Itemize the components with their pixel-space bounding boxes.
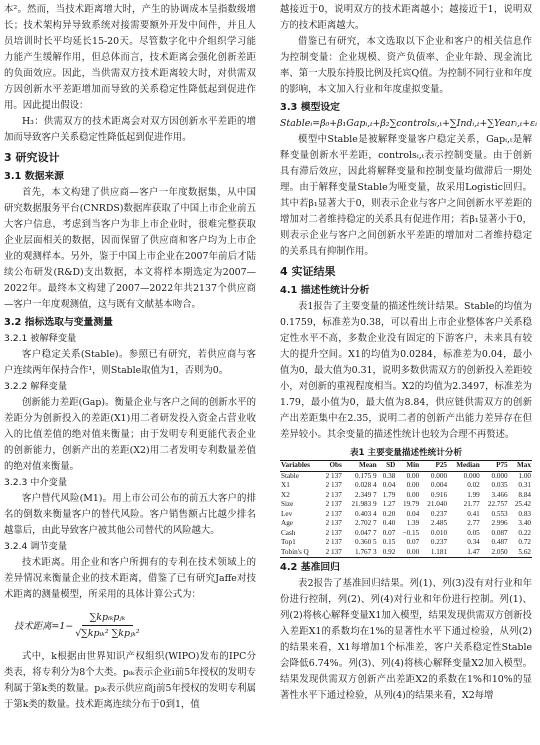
table-header-cell: Variables <box>281 461 310 469</box>
table-cell: 5.62 <box>518 547 531 556</box>
table-cell: 0.00 <box>406 490 420 499</box>
table-header-row <box>280 461 532 472</box>
table-cell: 0.83 <box>518 509 531 518</box>
table-cell: Age <box>281 519 293 527</box>
table-cell: Stable <box>281 471 299 480</box>
table-cell: 0.403 4 <box>355 509 377 518</box>
section-heading-4-1: 4.1 描述性统计分析 <box>280 285 370 296</box>
table-cell: 0.000 <box>430 471 448 480</box>
table-cell: 1.181 <box>430 547 448 556</box>
table-row <box>280 529 532 539</box>
table-cell: 2 137 <box>325 509 342 518</box>
table-cell: 2.996 <box>491 519 508 527</box>
table-cell: 2 137 <box>325 471 342 480</box>
section-heading-3: 3 研究设计 <box>4 151 60 164</box>
table-cell: 0.00 <box>406 471 420 480</box>
table-cell: 0.72 <box>518 538 531 546</box>
table-cell: 0.07 <box>406 538 420 546</box>
table-cell: 0.028 4 <box>355 481 377 489</box>
table-cell: 0.237 <box>430 538 448 546</box>
section-heading-3-2-1: 3.2.1 被解释变量 <box>4 333 77 344</box>
table-cell: 1.79 <box>382 490 396 499</box>
table-row <box>280 500 532 510</box>
table-cell: 21.77 <box>463 500 480 508</box>
table-cell: 0.31 <box>518 481 531 489</box>
table-row <box>280 481 532 491</box>
formula-numerator: ∑kpᵢₖpⱼₖ <box>82 612 134 626</box>
table-cell: 0.22 <box>518 528 531 537</box>
table-cell: 25.42 <box>514 500 531 508</box>
table-row <box>280 510 532 520</box>
left-column <box>4 2 256 713</box>
table-row <box>280 548 532 558</box>
controls-paragraph: 借鉴已有研究，本文选取以下企业和客户的相关信息作为控制变量：企业规模、资产负债率、企业年龄、现金流比率、第一大股东持股比例及托宾Q值。为控制不同行业和年度的影响，本文加入行业和年度虚拟变量。 <box>280 36 532 95</box>
formula-explanation-paragraph: 式中，k根据由世界知识产权组织(WIPO)发布的IPC分类表，将专利分为8个大类。pᵢₖ表示企业i前5年授权的发明专利属于第k类的数量。pⱼₖ表示供应商j前5年授权的发明专利属于第k类的数量。技术距离连续分布于0到1，值 <box>4 651 256 710</box>
model-paragraph: 模型中Stable是被解释变量客户稳定关系，Gapᵢ,ₜ是解释变量创新水平差距，controlsᵢ,ₜ表示控制变量。由于创新具有滞后效应，因此将解释变量和控制变量均做滞后一期处理。由于解释变量Stable为哑变量，故采用Logistic回归。其中若β₁显著大于0，则表示企业与客户之间创新水平差距的增加对二者维持稳定的关系具有促进作用；若β₁显著小于0，则表示企业与客户之间创新水平差距的增加对二者维持稳定的关系具有抑制作用。 <box>280 134 532 257</box>
table-header-cell: Max <box>517 461 531 469</box>
table-cell: 0.04 <box>382 481 396 489</box>
table-cell: 21.040 <box>427 500 448 508</box>
hypothesis-h3: H₃：供需双方的技术距离会对双方因创新水平差距的增加而导致客户关系稳定性降低起到促进作用。 <box>4 116 256 143</box>
table-cell: 0.40 <box>382 519 396 527</box>
section-heading-3-1: 3.1 数据来源 <box>4 171 64 182</box>
section-heading-4: 4 实证结果 <box>280 265 336 278</box>
table-header-cell: Mean <box>359 461 377 469</box>
section-heading-3-2: 3.2 指标选取与变量测量 <box>4 317 113 328</box>
descriptive-stats-table <box>280 460 532 558</box>
table-cell: 2 137 <box>325 538 342 546</box>
table-cell: 0.175 9 <box>355 471 377 480</box>
table-1-caption: 表1 主要变量描述性统计分析 <box>349 448 463 458</box>
explanatory-variable-paragraph: 创新能力差距(Gap)。衡量企业与客户之间的创新水平的差距分为创新投入的差距(X1)用二者研发投入资金占营业收入的比值差值的绝对值来衡量；由于发明专利更能代表企业的创新能力，创新产出的差距(X2)用二者发明专利数量差值的绝对值来衡量。 <box>4 397 256 472</box>
table-cell: 0.000 <box>491 471 508 480</box>
table-cell: 0.38 <box>382 471 396 480</box>
tech-distance-formula <box>14 605 256 645</box>
table-cell: 2 137 <box>325 528 342 537</box>
table-cell: 1.00 <box>518 471 531 480</box>
table-cell: 0.00 <box>406 547 420 556</box>
table-cell: 0.553 <box>491 509 508 518</box>
table-cell: 3.466 <box>491 490 508 499</box>
table-cell: 2 137 <box>325 547 342 556</box>
table-cell: 0.02 <box>467 481 480 489</box>
table-cell: 2 137 <box>325 519 342 527</box>
table-cell: X2 <box>281 490 290 499</box>
table-cell: 0.360 5 <box>355 538 377 546</box>
table-cell: 0.92 <box>382 547 396 556</box>
table-cell: 1.767 3 <box>355 547 377 556</box>
table-cell: 0.487 <box>491 538 508 546</box>
table-cell: 2.77 <box>467 519 480 527</box>
table-cell: 2.702 7 <box>355 519 377 527</box>
table-cell: 2 137 <box>325 490 342 499</box>
table-cell: 1.39 <box>406 519 420 527</box>
table-cell: 3.40 <box>518 519 531 527</box>
table-cell: Cash <box>281 528 296 537</box>
table-cell: 2.485 <box>430 519 448 527</box>
table-cell: 0.087 <box>491 528 508 537</box>
section-heading-3-2-2: 3.2.2 解释变量 <box>4 381 68 392</box>
table-cell: 19.79 <box>402 500 420 508</box>
table-cell: 21.983 9 <box>351 500 377 508</box>
table-cell: Tobin's Q <box>281 547 309 556</box>
table-cell: 0.010 <box>430 528 448 537</box>
table-cell: X1 <box>281 481 290 489</box>
table-cell: 0.047 7 <box>355 528 377 537</box>
continuation-paragraph: 越接近于0，说明双方的技术距离越小；越接近于1，说明双方的技术距离越大。 <box>280 4 532 31</box>
table-cell: 1.99 <box>467 490 480 499</box>
right-column <box>280 2 538 704</box>
table-cell: 0.20 <box>382 509 396 518</box>
table-header-cell: Min <box>406 461 420 469</box>
table-header-cell: P25 <box>435 461 448 469</box>
section-heading-4-2: 4.2 基准回归 <box>280 562 340 573</box>
data-source-paragraph: 首先，本文构建了供应商—客户一年度数据集，从中国研究数据服务平台(CNRDS)数据库获取了中国上市企业前五大客户信息，考虑到当客户为非上市企业时，很难完整获取企业层面相关的数据，因而保留了供应商和客户均为上市企业的观测样本。另外，鉴于中国上市企业在2007年前后才陆续公布研发(R&D)支出数据，本文将样本期选定为2007—2022年。最终本文构建了2007—2022年共2137个供应商—客户一年度观测值，这与既有文献基本吻合。 <box>4 187 256 310</box>
model-equation: Stableᵢ=β₀+β₁Gapᵢ,ₜ+β₂∑controlsᵢ,ₜ+∑Indᵢ,ₜ+∑Yearᵢ,ₜ+εᵢ <box>280 118 538 129</box>
table-cell: 0.07 <box>382 528 396 537</box>
table-row <box>280 538 532 548</box>
table-row <box>280 519 532 529</box>
table-cell: 0.237 <box>430 509 448 518</box>
table-cell: 22.757 <box>487 500 508 508</box>
table-header-cell: Obs <box>329 461 342 469</box>
table-cell: 1.27 <box>382 500 396 508</box>
table-cell: Top1 <box>281 538 296 546</box>
table-cell: 0.04 <box>406 509 420 518</box>
dependent-variable-paragraph: 客户稳定关系(Stable)。参照已有研究，若供应商与客户连续两年保持合作¹，则Stable取值为1，否则为0。 <box>4 349 256 376</box>
table-body <box>280 471 532 558</box>
baseline-regression-paragraph: 表2报告了基准回归结果。列(1)、列(3)没有对行业和年份进行控制，列(2)、列(4)对行业和年份进行控制。列(1)、列(2)将核心解释变量X1加入模型，结果发现供需双方创新投入差距X1的系数均在1%的显著性水平下通过检验，从列(2)的结果来看，X1每增加1个标准差，客户关系稳定性Stable会降低6.74%。列(3)、列(4)将核心解释变量X2加入模型。结果发现供需双方创新产出差距X2的系数在1%和10%的显著性水平下通过检验，从列(4)的结果来看，X2每增 <box>280 578 532 701</box>
formula-fraction <box>75 612 139 639</box>
table-cell: Size <box>281 500 294 508</box>
table-cell: 0.004 <box>430 481 448 489</box>
table-cell: −0.15 <box>402 528 420 537</box>
table-cell: 2 137 <box>325 481 342 489</box>
descriptive-stats-paragraph: 表1报告了主要变量的描述性统计结果。Stable的均值为0.1759，标准差为0.38，可以看出上市企业整体客户关系稳定性水平不高，多数企业没有固定的下游客户，未来具有较大的提升空间。X1的均值为0.0284，标准差为0.04，最小值为0，最大值为0.31，说明多数供需双方的创新投入差距较小，对创新的重视程度相当。X2的均值为2.3497，标准差为1.79，最小值为0，最大值为8.84，供应链供需双方的创新产出差距集中在2.35，说明二者的创新产出能力差异存在但差异较小。其余变量的描述性统计也较为合理不再赘述。 <box>280 301 532 440</box>
mediator-paragraph: 客户替代风险(M1)。用上市公司公布的前五大客户的排名的倒数来衡量客户的替代风险。客户销售额占比越少排名越靠后，由此导致客户被其他公司替代的风险越大。 <box>4 493 256 536</box>
intro-paragraph: 本²。然而，当技术距离增大时，产生的协调成本呈指数级增长；技术架构异导致系统对接需要额外开发中间件，并且人员培训时长平均延长15-20天。尽管数字化中介组织学习能力能产生缓解作用，但总体而言，技术距离会强化创新差距的负面效应。因此，当供需双方技术距离较大时，对供需双方因创新水平差距增加而导致的关系稳定性降低起到促进作用。因此提出假设： <box>4 4 256 111</box>
formula-lhs: 技术距离=1− <box>14 621 74 632</box>
table-cell: 0.15 <box>382 538 396 546</box>
section-heading-3-2-4: 3.2.4 调节变量 <box>4 541 68 552</box>
table-cell: 0.00 <box>406 481 420 489</box>
table-cell: 0.05 <box>467 528 480 537</box>
moderator-paragraph: 技术距离。用企业和客户所拥有的专利在技术领域上的差异情况来衡量企业的技术距离，借鉴了已有研究Jaffe对技术距离的测量模型，所采用的具体计算公式为： <box>4 557 256 600</box>
table-cell: 2.050 <box>491 547 508 556</box>
section-heading-3-2-3: 3.2.3 中介变量 <box>4 477 68 488</box>
table-header-cell: SD <box>386 461 396 469</box>
table-cell: 0.41 <box>467 509 480 518</box>
table-row <box>280 471 532 481</box>
table-cell: 0.34 <box>467 538 480 546</box>
table-cell: 0.035 <box>491 481 508 489</box>
table-header-cell: Median <box>456 461 480 469</box>
table-row <box>280 491 532 501</box>
table-cell: 8.84 <box>518 490 531 499</box>
table-header-cell: P75 <box>496 461 508 469</box>
table-cell: 2.349 7 <box>355 490 377 499</box>
table-cell: Lev <box>281 509 293 518</box>
table-cell: 2 137 <box>325 500 342 508</box>
table-cell: 1.47 <box>467 547 480 556</box>
table-cell: 0.000 <box>463 471 480 480</box>
formula-denominator: √∑kpᵢₖ² ∑kpⱼₖ² <box>75 627 140 639</box>
table-cell: 0.916 <box>430 490 448 499</box>
section-heading-3-3: 3.3 模型设定 <box>280 102 340 113</box>
